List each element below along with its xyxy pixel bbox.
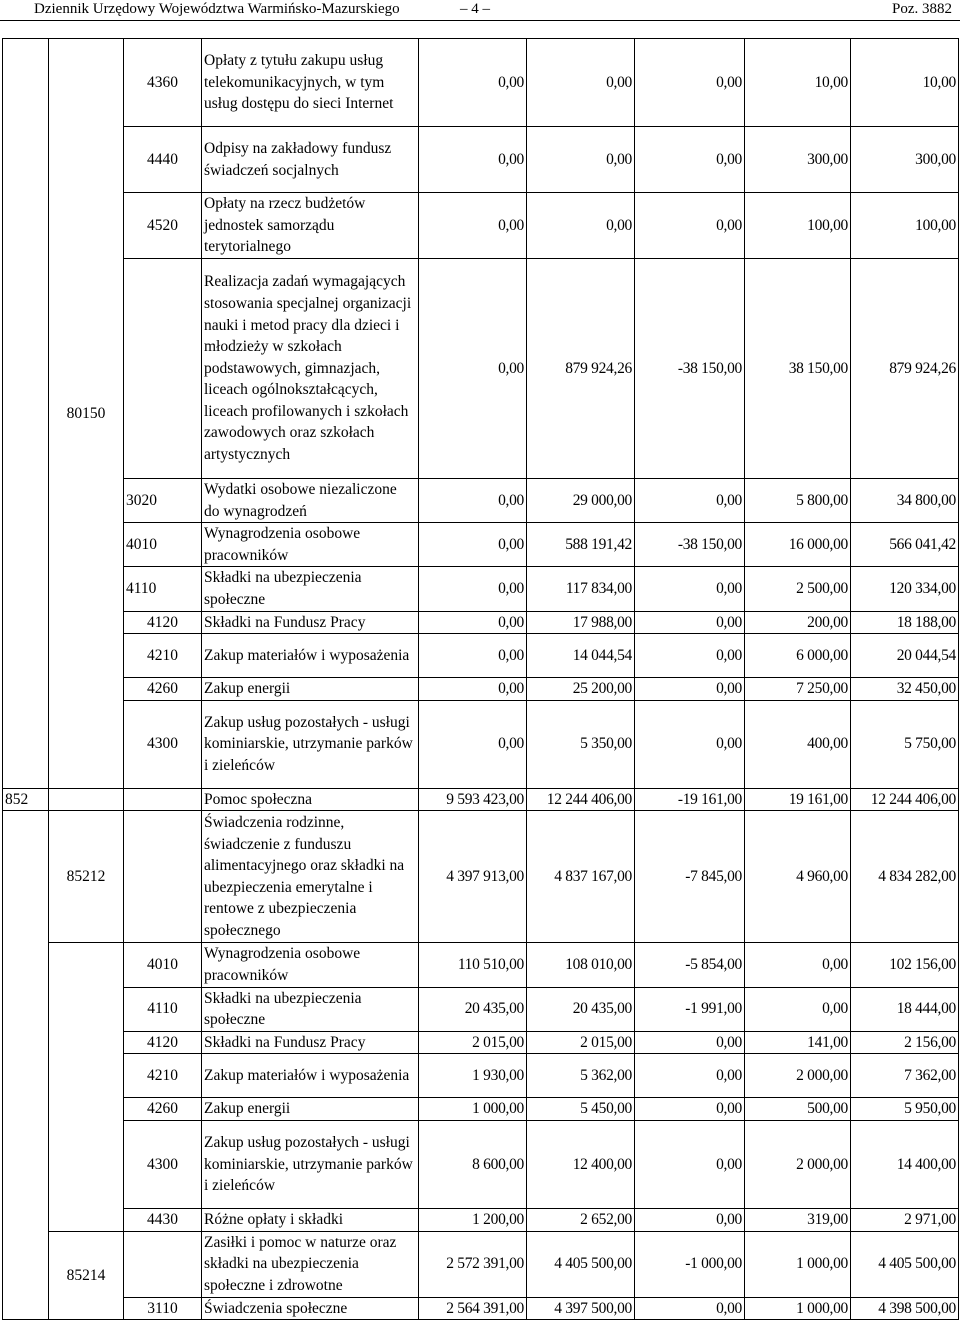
description-cell: Zakup usług pozostałych - usługi kominiarskie, utrzymanie parków i zieleńców xyxy=(202,700,419,788)
paragraf-cell: 4300 xyxy=(124,700,202,788)
value-cell: 20 044,54 xyxy=(851,634,959,678)
dzial-cell: 852 xyxy=(3,788,49,811)
paragraf-cell: 4260 xyxy=(124,1098,202,1121)
value-cell: 29 000,00 xyxy=(527,479,635,523)
paragraf-cell xyxy=(124,259,202,479)
value-cell: 0,00 xyxy=(419,611,527,634)
value-cell: 0,00 xyxy=(635,1031,745,1054)
description-cell: Zakup materiałów i wyposażenia xyxy=(202,1054,419,1098)
description-cell: Różne opłaty i składki xyxy=(202,1208,419,1231)
value-cell: 120 334,00 xyxy=(851,567,959,611)
value-cell: 319,00 xyxy=(745,1208,851,1231)
value-cell: 10,00 xyxy=(745,39,851,127)
rozdzial-cell: 85212 xyxy=(49,811,124,943)
description-cell: Zakup usług pozostałych - usługi kominiarskie, utrzymanie parków i zieleńców xyxy=(202,1120,419,1208)
paragraf-cell: 4010 xyxy=(124,943,202,987)
value-cell: 14 044,54 xyxy=(527,634,635,678)
value-cell: 0,00 xyxy=(419,700,527,788)
value-cell: 38 150,00 xyxy=(745,259,851,479)
paragraf-cell: 4210 xyxy=(124,1054,202,1098)
value-cell: 5 800,00 xyxy=(745,479,851,523)
description-cell: Składki na Fundusz Pracy xyxy=(202,611,419,634)
value-cell: 0,00 xyxy=(419,567,527,611)
paragraf-cell xyxy=(124,1231,202,1297)
table-row xyxy=(3,1098,959,1121)
description-cell: Świadczenia społeczne xyxy=(202,1297,419,1320)
table-row xyxy=(3,1231,959,1297)
value-cell: 879 924,26 xyxy=(527,259,635,479)
table-row xyxy=(3,788,959,811)
value-cell: 4 397 500,00 xyxy=(527,1297,635,1320)
value-cell: -38 150,00 xyxy=(635,259,745,479)
value-cell: 0,00 xyxy=(635,700,745,788)
value-cell: 5 362,00 xyxy=(527,1054,635,1098)
value-cell: 500,00 xyxy=(745,1098,851,1121)
value-cell: 14 400,00 xyxy=(851,1120,959,1208)
description-cell: Składki na Fundusz Pracy xyxy=(202,1031,419,1054)
description-cell: Odpisy na zakładowy fundusz świadczeń socjalnych xyxy=(202,127,419,193)
value-cell: 1 000,00 xyxy=(419,1098,527,1121)
description-cell: Zakup energii xyxy=(202,1098,419,1121)
description-cell: Realizacja zadań wymagających stosowania specjalnej organizacji nauki i metod pracy dla dzieci i młodzieży w szkołach podstawowych, gimnazjach, liceach ogólnokształcących, liceach profilowanych i szkołach zawodowych oraz szkołach artystycznych xyxy=(202,259,419,479)
page-header xyxy=(0,0,960,21)
value-cell: 2 564 391,00 xyxy=(419,1297,527,1320)
value-cell: 1 200,00 xyxy=(419,1208,527,1231)
value-cell: 0,00 xyxy=(635,1098,745,1121)
value-cell: 102 156,00 xyxy=(851,943,959,987)
description-cell: Zakup energii xyxy=(202,678,419,701)
paragraf-cell: 3110 xyxy=(124,1297,202,1320)
paragraf-cell: 4260 xyxy=(124,678,202,701)
table-row xyxy=(3,259,959,479)
value-cell: 0,00 xyxy=(635,1054,745,1098)
value-cell: 0,00 xyxy=(527,127,635,193)
rozdzial-cell xyxy=(49,788,124,811)
value-cell: 200,00 xyxy=(745,611,851,634)
value-cell: 400,00 xyxy=(745,700,851,788)
value-cell: 12 244 406,00 xyxy=(851,788,959,811)
value-cell: 0,00 xyxy=(419,193,527,259)
value-cell: 0,00 xyxy=(745,943,851,987)
value-cell: 6 000,00 xyxy=(745,634,851,678)
value-cell: -19 161,00 xyxy=(635,788,745,811)
paragraf-cell xyxy=(124,788,202,811)
value-cell: 5 750,00 xyxy=(851,700,959,788)
value-cell: 0,00 xyxy=(635,1208,745,1231)
dzial-cell xyxy=(3,39,49,789)
value-cell: 8 600,00 xyxy=(419,1120,527,1208)
value-cell: 1 930,00 xyxy=(419,1054,527,1098)
paragraf-cell: 4110 xyxy=(124,567,202,611)
value-cell: 5 450,00 xyxy=(527,1098,635,1121)
description-cell: Wynagrodzenia osobowe pracowników xyxy=(202,943,419,987)
value-cell: 5 950,00 xyxy=(851,1098,959,1121)
value-cell: 566 041,42 xyxy=(851,523,959,567)
paragraf-cell: 4360 xyxy=(124,39,202,127)
value-cell: -5 854,00 xyxy=(635,943,745,987)
value-cell: 0,00 xyxy=(635,127,745,193)
table-row xyxy=(3,1208,959,1231)
table-row xyxy=(3,634,959,678)
value-cell: 12 244 406,00 xyxy=(527,788,635,811)
value-cell: 0,00 xyxy=(419,479,527,523)
value-cell: 19 161,00 xyxy=(745,788,851,811)
dzial-cell xyxy=(3,811,49,1320)
table-row xyxy=(3,523,959,567)
table-row xyxy=(3,1054,959,1098)
value-cell: 300,00 xyxy=(745,127,851,193)
value-cell: 100,00 xyxy=(745,193,851,259)
value-cell: 10,00 xyxy=(851,39,959,127)
description-cell: Zasiłki i pomoc w naturze oraz składki na ubezpieczenia społeczne i zdrowotne xyxy=(202,1231,419,1297)
description-cell: Opłaty na rzecz budżetów jednostek samorządu terytorialnego xyxy=(202,193,419,259)
value-cell: 34 800,00 xyxy=(851,479,959,523)
value-cell: 0,00 xyxy=(527,39,635,127)
value-cell: 0,00 xyxy=(635,567,745,611)
value-cell: 2 000,00 xyxy=(745,1120,851,1208)
value-cell: 0,00 xyxy=(419,259,527,479)
value-cell: 25 200,00 xyxy=(527,678,635,701)
value-cell: 0,00 xyxy=(635,1297,745,1320)
paragraf-cell: 3020 xyxy=(124,479,202,523)
value-cell: 588 191,42 xyxy=(527,523,635,567)
rozdzial-cell xyxy=(49,943,124,1231)
table-row xyxy=(3,479,959,523)
value-cell: 0,00 xyxy=(635,678,745,701)
value-cell: 20 435,00 xyxy=(419,987,527,1031)
value-cell: 0,00 xyxy=(635,611,745,634)
value-cell: 1 000,00 xyxy=(745,1231,851,1297)
value-cell: 141,00 xyxy=(745,1031,851,1054)
value-cell: 300,00 xyxy=(851,127,959,193)
journal-title: Dziennik Urzędowy Województwa Warmińsko-Mazurskiego xyxy=(34,1,400,17)
description-cell: Wydatki osobowe niezaliczone do wynagrodzeń xyxy=(202,479,419,523)
value-cell: 108 010,00 xyxy=(527,943,635,987)
value-cell: -38 150,00 xyxy=(635,523,745,567)
value-cell: 4 398 500,00 xyxy=(851,1297,959,1320)
value-cell: 2 652,00 xyxy=(527,1208,635,1231)
paragraf-cell: 4210 xyxy=(124,634,202,678)
value-cell: -7 845,00 xyxy=(635,811,745,943)
value-cell: 9 593 423,00 xyxy=(419,788,527,811)
value-cell: 0,00 xyxy=(635,1120,745,1208)
value-cell: 7 250,00 xyxy=(745,678,851,701)
value-cell: -1 991,00 xyxy=(635,987,745,1031)
value-cell: 0,00 xyxy=(419,523,527,567)
value-cell: 2 500,00 xyxy=(745,567,851,611)
paragraf-cell: 4430 xyxy=(124,1208,202,1231)
paragraf-cell: 4440 xyxy=(124,127,202,193)
table-row xyxy=(3,811,959,943)
value-cell: 1 000,00 xyxy=(745,1297,851,1320)
value-cell: 18 188,00 xyxy=(851,611,959,634)
value-cell: 4 960,00 xyxy=(745,811,851,943)
table-row xyxy=(3,193,959,259)
budget-table xyxy=(2,38,959,1320)
description-cell: Świadczenia rodzinne, świadczenie z funduszu alimentacyjnego oraz składki na ubezpieczenia emerytalne i rentowe z ubezpieczenia społecznego xyxy=(202,811,419,943)
table-row xyxy=(3,39,959,127)
table-row xyxy=(3,700,959,788)
value-cell: 0,00 xyxy=(527,193,635,259)
table-row xyxy=(3,611,959,634)
value-cell: 32 450,00 xyxy=(851,678,959,701)
value-cell: 0,00 xyxy=(635,39,745,127)
value-cell: 110 510,00 xyxy=(419,943,527,987)
value-cell: 2 015,00 xyxy=(527,1031,635,1054)
value-cell: 0,00 xyxy=(419,678,527,701)
value-cell: 0,00 xyxy=(419,127,527,193)
value-cell: 0,00 xyxy=(635,193,745,259)
description-cell: Składki na ubezpieczenia społeczne xyxy=(202,987,419,1031)
table-row xyxy=(3,127,959,193)
value-cell: 879 924,26 xyxy=(851,259,959,479)
value-cell: 4 405 500,00 xyxy=(851,1231,959,1297)
table-row xyxy=(3,1120,959,1208)
value-cell: 2 156,00 xyxy=(851,1031,959,1054)
value-cell: 2 971,00 xyxy=(851,1208,959,1231)
description-cell: Zakup materiałów i wyposażenia xyxy=(202,634,419,678)
description-cell: Pomoc społeczna xyxy=(202,788,419,811)
rozdzial-cell: 85214 xyxy=(49,1231,124,1320)
value-cell: 4 837 167,00 xyxy=(527,811,635,943)
value-cell: 0,00 xyxy=(419,634,527,678)
value-cell: 7 362,00 xyxy=(851,1054,959,1098)
value-cell: 2 572 391,00 xyxy=(419,1231,527,1297)
table-row xyxy=(3,1297,959,1320)
table-row xyxy=(3,1031,959,1054)
value-cell: 16 000,00 xyxy=(745,523,851,567)
table-row xyxy=(3,987,959,1031)
value-cell: 5 350,00 xyxy=(527,700,635,788)
rozdzial-cell: 80150 xyxy=(49,39,124,789)
paragraf-cell: 4010 xyxy=(124,523,202,567)
value-cell: 117 834,00 xyxy=(527,567,635,611)
value-cell: 12 400,00 xyxy=(527,1120,635,1208)
page-number: – 4 – xyxy=(460,1,490,17)
value-cell: 0,00 xyxy=(635,634,745,678)
value-cell: 100,00 xyxy=(851,193,959,259)
value-cell: 2 000,00 xyxy=(745,1054,851,1098)
position-number: Poz. 3882 xyxy=(892,1,952,17)
paragraf-cell: 4520 xyxy=(124,193,202,259)
description-cell: Wynagrodzenia osobowe pracowników xyxy=(202,523,419,567)
value-cell: 0,00 xyxy=(745,987,851,1031)
value-cell: 0,00 xyxy=(635,479,745,523)
table-row xyxy=(3,943,959,987)
description-cell: Składki na ubezpieczenia społeczne xyxy=(202,567,419,611)
value-cell: 2 015,00 xyxy=(419,1031,527,1054)
value-cell: 4 397 913,00 xyxy=(419,811,527,943)
value-cell: 4 405 500,00 xyxy=(527,1231,635,1297)
value-cell: 0,00 xyxy=(419,39,527,127)
description-cell: Opłaty z tytułu zakupu usług telekomunikacyjnych, w tym usług dostępu do sieci Internet xyxy=(202,39,419,127)
value-cell: 20 435,00 xyxy=(527,987,635,1031)
paragraf-cell: 4120 xyxy=(124,611,202,634)
value-cell: 18 444,00 xyxy=(851,987,959,1031)
value-cell: 4 834 282,00 xyxy=(851,811,959,943)
paragraf-cell xyxy=(124,811,202,943)
table-row xyxy=(3,567,959,611)
value-cell: -1 000,00 xyxy=(635,1231,745,1297)
paragraf-cell: 4300 xyxy=(124,1120,202,1208)
table-row xyxy=(3,678,959,701)
paragraf-cell: 4120 xyxy=(124,1031,202,1054)
paragraf-cell: 4110 xyxy=(124,987,202,1031)
value-cell: 17 988,00 xyxy=(527,611,635,634)
